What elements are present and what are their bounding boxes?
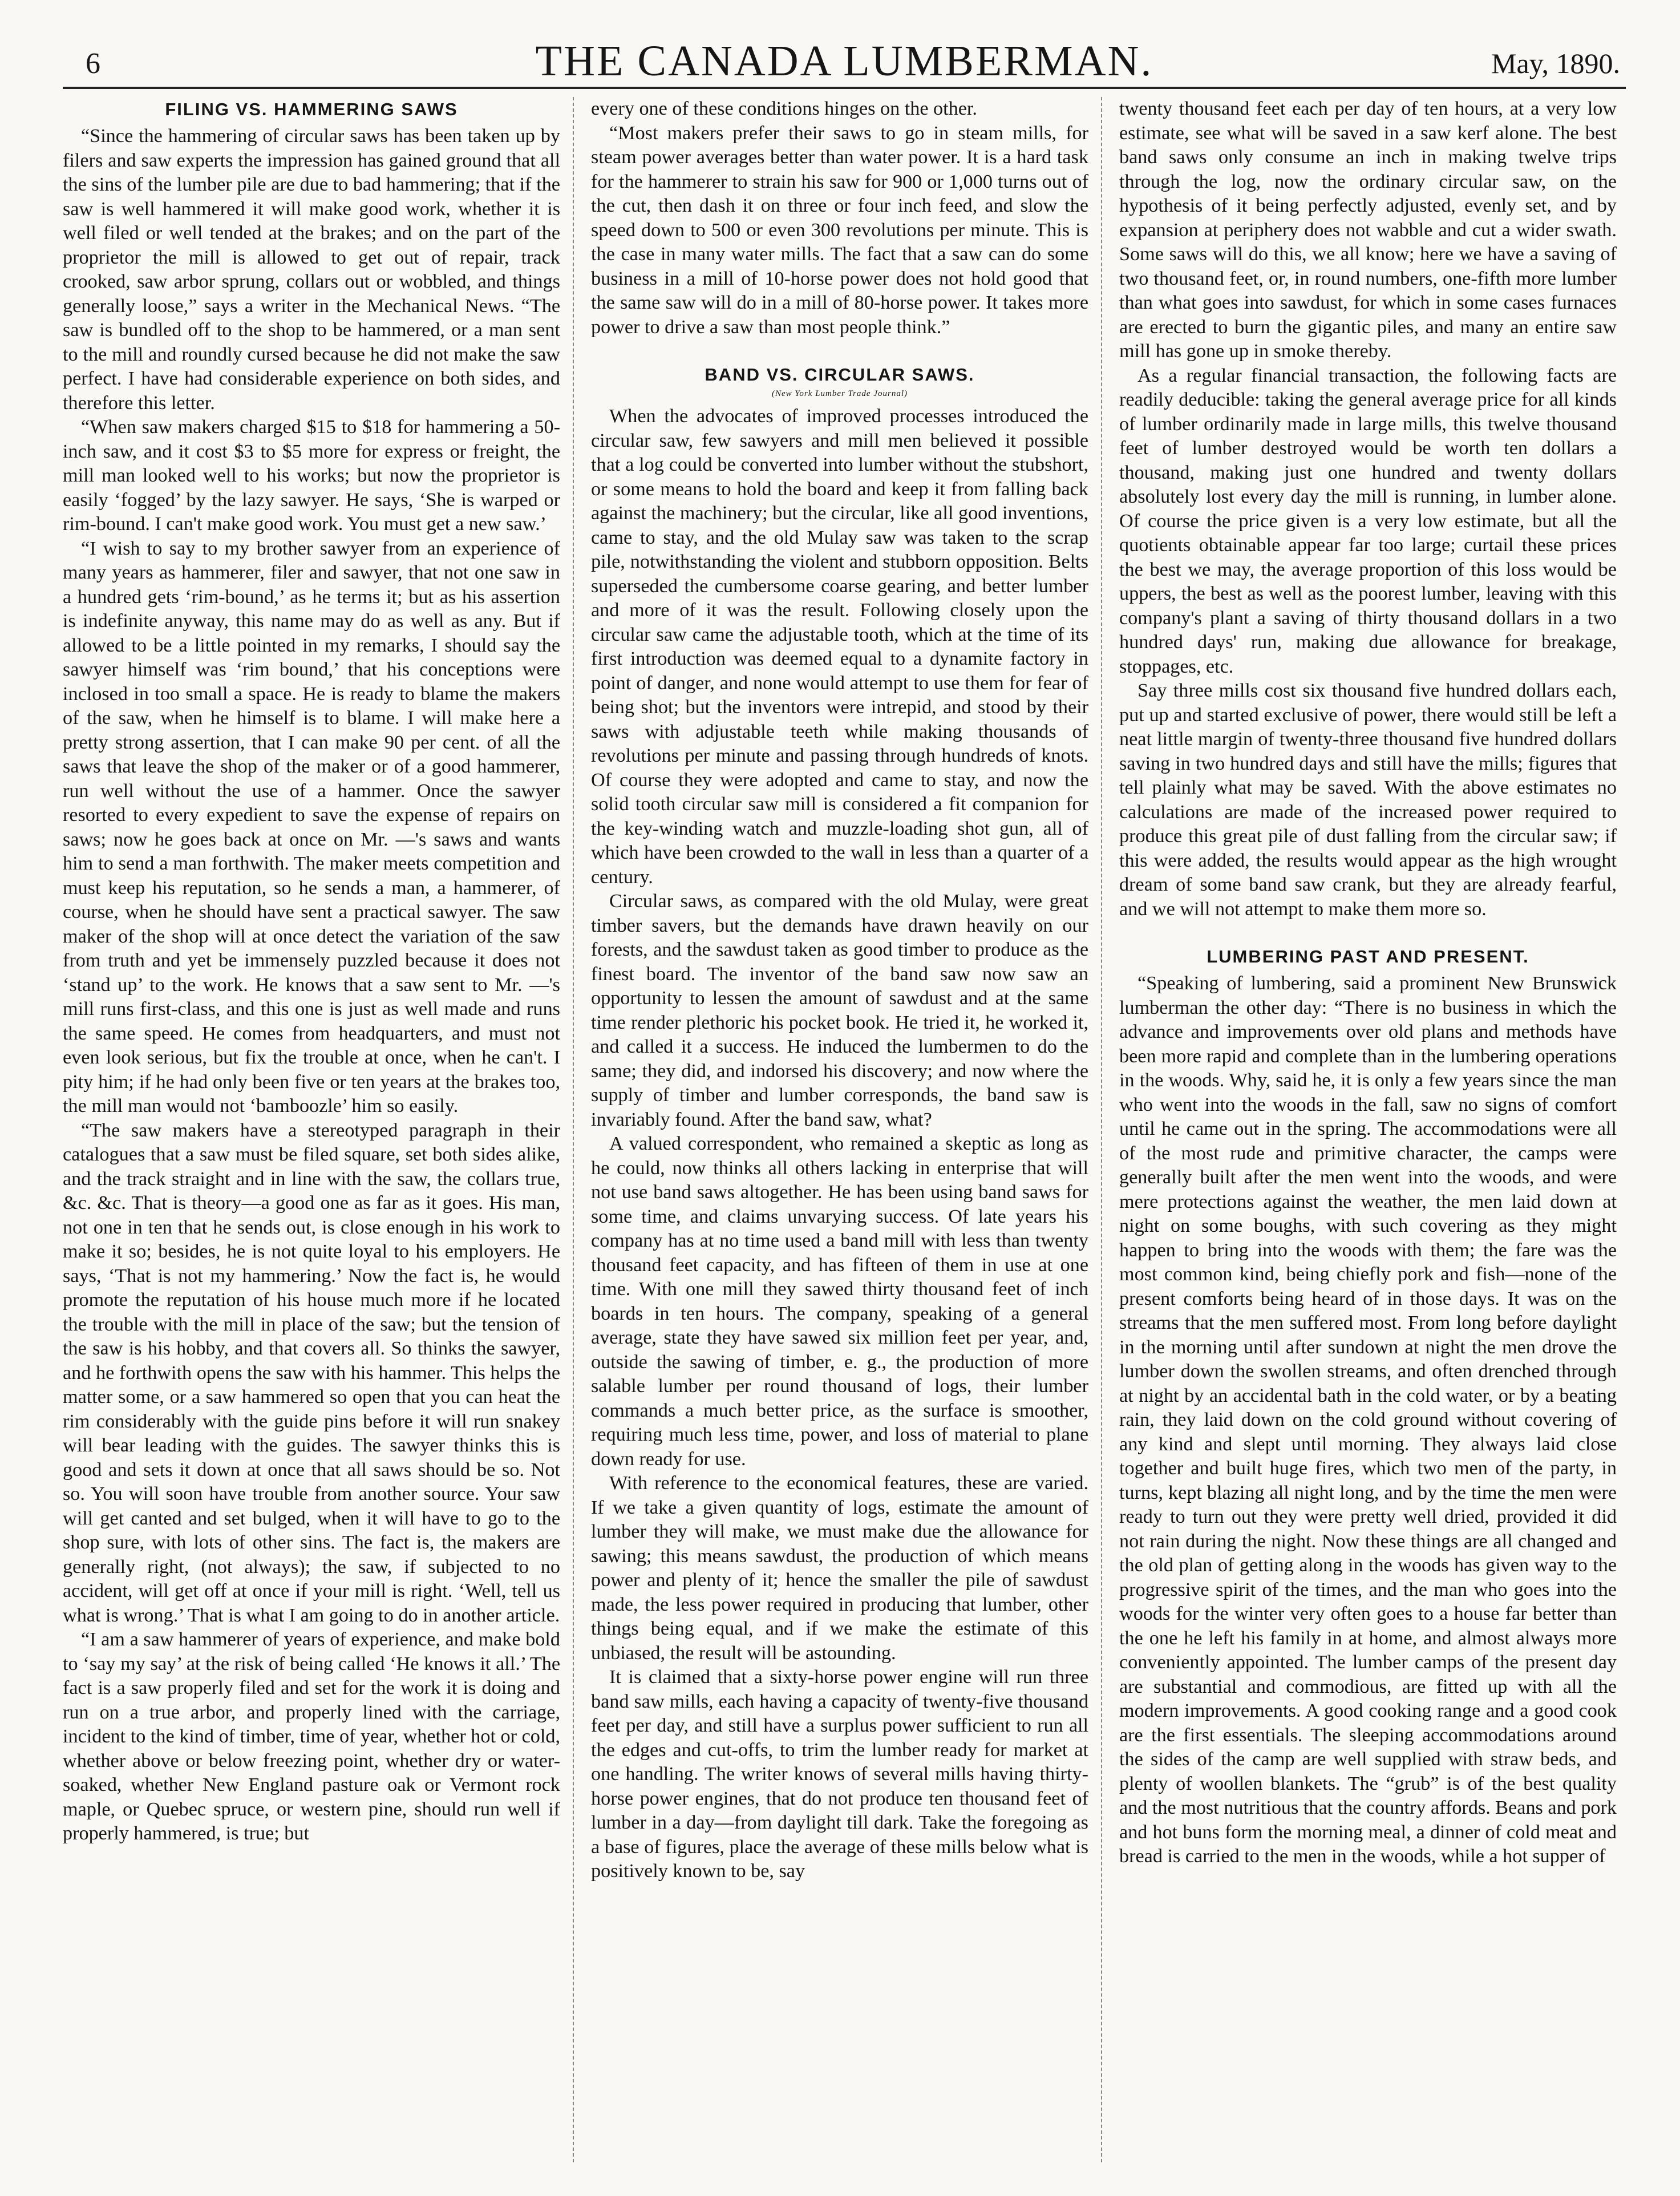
article-paragraph: “Speaking of lumbering, said a prominent New Brunswick lumberman the other day: “There is no business in which the advance and improvements over old plans and methods have been more rapid and complete than in the lumbering operations in the woods. Why, said he, it is only a few years since the man who went into the woods in the fall, saw no signs of comfort until he came out in the spring. The accommodations were all of the most rude and primitive character, the camps were generally built after the men went into the woods, and were mere protections against the weather, the men laid down at night on some boughs, with such covering as they might happen to bring into the woods with them; the fare was the most common kind, being chiefly pork and fish—none of the present comforts being heard of in those days. It was on the streams that the men suffered most. From long before daylight in the morning until after sundown at night the men drove the lumber down the swollen streams, and often drenched through at night by an accidental bath in the cold water, or by a beating rain, they laid down on the cold ground without covering of any kind and slept until morning. They always laid close together and built huge fires, which two men of the party, in turns, kept blazing all night long, and by the time the men were ready to turn out they were pretty well dried, provided it did not rain during the night. Now these things are all changed and the old plan of getting along in the woods has given way to the progressive spirit of the times, and the man who goes into the woods for the winter very often goes to a house far better than the one he left his family in at home, and almost always more conveniently appointed. The lumber camps of the present day are substantial and commodious, are fitted up with all the modern improvements. A good cooking range and a good cook are the first essentials. The sleeping accommodations around the sides of the camp are well supplied with straw beds, and plenty of woollen blankets. The “grub” is of the best quality and the most nutritious that the country affords. Beans and pork and hot buns form the morning meal, a dinner of cold meat and bread is carried to the men in the woods, while a hot supper of <box>1119 973 1617 1867</box>
article-paragraph: With reference to the economical features, these are varied. If we take a given quantity of logs, estimate the amount of lumber they will make, we must make due the allowance for sawing; this means sawdust, the production of which means power and plenty of it; hence the smaller the pile of sawdust made, the less power required in producing that lumber, other things being equal, and if we make the estimate of this unbiased, the result will be astounding. <box>591 1473 1088 1664</box>
article-source: (New York Lumber Trade Journal) <box>772 389 908 398</box>
article-paragraph: “Since the hammering of circular saws has been taken up by filers and saw experts the impression has gained ground that all the sins of the lumber pile are due to bad hammering; that if the saw is well hammered it will make good work, whether it is well filed or well tended at the brakes; and on the part of the proprietor the mill is allowed to get out of repair, track crooked, saw arbor sprung, collars out or wobbled, and things generally loose,” says a writer in the Mechanical News. “The saw is bundled off to the shop to be hammered, or a man sent to the mill and roundly cursed because he did not make the saw perfect. I have had considerable experience on both sides, and therefore this letter. <box>63 126 560 414</box>
page-number: 6 <box>86 47 100 80</box>
column-divider <box>1101 97 1102 2162</box>
issue-date: May, 1890. <box>1491 47 1620 79</box>
article-paragraph: “I wish to say to my brother sawyer from an experience of many years as hammerer, filer and sawyer, that not one saw in a hundred gets ‘rim-bound,’ as he terms it; but as his assertion is indefinite anyway, this name may do as well as any. But if allowed to be a little pointed in my remarks, I should say the sawyer himself was ‘rim bound,’ that his conceptions were inclosed in too small a space. He is ready to blame the makers of the saw, when he himself is to blame. I will make here a pretty strong assertion, that I can make 90 per cent. of all the saws that leave the shop of the maker or of a good hammerer, run well without the use of a hammer. Once the sawyer resorted to every expedient to save the expense of repairs on saws; now he goes back at once on Mr. —'s saws and wants him to send a man forthwith. The maker meets competition and must keep his reputation, so he sends a man, a hammerer, of course, when he should have sent a practical sawyer. The saw maker of the shop will at once detect the variation of the saw from truth and yet be immensely puzzled because it does not ‘stand up’ to the work. He knows that a saw sent to Mr. —'s mill runs first-class, and this one is just as well made and runs the same speed. He comes from headquarters, and must not even look serious, but fix the trouble at once, when he can't. I pity him; if he had only been five or ten years at the brakes too, the mill man would not ‘bamboozle’ him so easily. <box>63 537 560 1117</box>
article-paragraph: A valued correspondent, who remained a skeptic as long as he could, now thinks all others lacking in enterprise that will not use band saws altogether. He has been using band saws for some time, and claims unvarying success. Of late years his company has at no time used a band mill with less than twenty thousand feet capacity, and has fifteen of them in use at one time. With one mill they sawed thirty thousand feet of inch boards in ten hours. The company, speaking of a general average, state they have sawed six million feet per year, and, outside the sawing of timber, e. g., the production of more salable lumber per round thousand of logs, their lumber commands a much better price, as the surface is smoother, requiring much less time, power, and loss of material to plane down ready for use. <box>591 1133 1088 1470</box>
column-divider <box>573 97 574 2162</box>
column-2 <box>591 97 1088 2162</box>
masthead <box>63 34 1626 86</box>
article-paragraph: As a regular financial transaction, the following facts are readily deducible: taking the general average price for all kinds of lumber ordinarily made in large mills, this twelve thousand feet of lumber destroyed would be worth ten dollars a thousand, making just one hundred and twenty dollars absolutely lost every day the mill is running, in lumber alone. Of course the price given is a very low estimate, but all the quotients obtainable appear far too large; curtail these prices the best we may, the average proportion of this loss would be uppers, the best as well as the poorest lumber, leaving with this company's plant a saving of thirty thousand dollars in a two hundred days' run, making due allowance for breakage, stoppages, etc. <box>1119 365 1617 677</box>
article-paragraph: Say three mills cost six thousand five hundred dollars each, put up and started exclusive of power, there would still be left a neat little margin of twenty-three thousand five hundred dollars saving in two hundred days and still have the mills; figures that tell plainly what may be saved. With the above estimates no calculations are made of the increased power required to produce this great pile of dust falling from the circular saw; if this were added, the results would appear as the high wrought dream of some band saw crank, but they are already fearful, and we will not attempt to make them more so. <box>1119 680 1617 920</box>
article-paragraph: “Most makers prefer their saws to go in steam mills, for steam power averages better than water power. It is a hard task for the hammerer to strain his saw for 900 or 1,000 turns out of the cut, then dash it on three or four inch feed, and slow the speed down to 500 or even 300 revolutions per minute. This is the case in many water mills. The fact that a saw can do some business in a mill of 10-horse power does not hold good that the same saw will do in a mill of 80-horse power. It takes more power to drive a saw than most people think.” <box>591 122 1088 338</box>
article-heading: LUMBERING PAST AND PRESENT. <box>1207 947 1529 966</box>
article-paragraph: Circular saws, as compared with the old Mulay, were great timber savers, but the demands have drawn heavily on our forests, and the sawdust taken as good timber to produce as the finest board. The inventor of the band saw now saw an opportunity to lessen the amount of sawdust and at the same time render plethoric his pocket book. He tried it, he worked it, and called it a success. He induced the lumbermen to do the same; they did, and indorsed his discovery; and now where the supply of timber and lumber corresponds, the band saw is invariably found. After the band saw, what? <box>591 891 1088 1130</box>
publication-title: THE CANADA LUMBERMAN. <box>535 37 1153 85</box>
article-paragraph: “I am a saw hammerer of years of experience, and make bold to ‘say my say’ at the risk of being called ‘He knows it all.’ The fact is a saw properly filed and set for the work it is doing and run on a true arbor, and properly lined with the carriage, incident to the kind of timber, time of year, whether hot or cold, whether above or below freezing point, whether dry or water-soaked, whether New England pasture oak or Vermont rock maple, or Quebec spruce, or western pine, should run well if properly hammered, is true; but <box>63 1629 560 1844</box>
article-heading: BAND VS. CIRCULAR SAWS. <box>705 365 975 385</box>
header-rule <box>63 87 1626 89</box>
column-1 <box>63 97 560 2162</box>
column-3 <box>1119 97 1617 2162</box>
article-heading: FILING VS. HAMMERING SAWS <box>165 99 458 119</box>
article-paragraph: When the advocates of improved processes introduced the circular saw, few sawyers and mill men believed it possible that a log could be converted into lumber without the stubshort, or some means to hold the board and keep it from falling back against the machinery; but the circular, like all good inventions, came to stay, and the old Mulay saw was taken to the scrap pile, notwithstanding the violent and stubborn opposition. Belts superseded the cumbersome coarse gearing, and better lumber and more of it was the result. Following closely upon the circular saw came the adjustable tooth, which at the time of its first introduction was deemed equal to a dynamite factory in point of danger, and none would attempt to use them for fear of being shot; but the inventors were intrepid, and stood by their saws with adjustable teeth while making thousands of revolutions per minute and passing through hundreds of knots. Of course they were adopted and came to stay, and now the solid tooth circular saw mill is considered a fit companion for the key-winding watch and muzzle-loading shot gun, all of which have been crowded to the wall in less than a quarter of a century. <box>591 406 1088 888</box>
article-paragraph: It is claimed that a sixty-horse power engine will run three band saw mills, each having a capacity of twenty-five thousand feet per day, and still have a surplus power sufficient to run all the edges and cut-offs, to trim the lumber ready for market at one handling. The writer knows of several mills having thirty-horse power engines, that do not produce ten thousand feet of lumber in a day—from daylight till dark. Take the foregoing as a base of figures, place the average of these mills below what is positively known to be, say <box>591 1667 1088 1882</box>
article-paragraph: every one of these conditions hinges on the other. <box>591 98 977 119</box>
article-paragraph: “When saw makers charged $15 to $18 for hammering a 50-inch saw, and it cost $3 to $5 more for express or freight, the mill man looked well to his works; but now the proprietor is easily ‘fogged’ by the lazy sawyer. He says, ‘She is warped or rim-bound. I can't make good work. You must get a new saw.’ <box>63 416 560 535</box>
article-paragraph: twenty thousand feet each per day of ten hours, at a very low estimate, see what will be saved in a saw kerf alone. The best band saws only consume an inch in making twelve trips through the log, now the ordinary circular saw, on the hypothesis of it being perfectly adjusted, evenly set, and by expansion at periphery does not wabble and cut a wider swath. Some saws will do this, we all know; here we have a saving of two thousand feet, or, in round numbers, one-fifth more lumber than what goes into sawdust, for which in some cases furnaces are erected to burn the gigantic piles, and many an entire saw mill has gone up in smoke thereby. <box>1119 98 1617 362</box>
article-paragraph: “The saw makers have a stereotyped paragraph in their catalogues that a saw must be filed square, set both sides alike, and the track straight and in line with the saw, the collars true, &c. &c. That is theory—a good one as far as it goes. His man, not one in ten that he sends out, is close enough in his work to make it so; besides, he is not quite loyal to his employers. He says, ‘That is not my hammering.’ Now the fact is, he would promote the reputation of his house much more if he located the trouble with the mill in place of the saw; but the tension of the saw is his hobby, and that covers all. So thinks the sawyer, and he forthwith opens the saw with his hammer. This helps the matter some, or a saw hammered so open that you can heat the rim considerably with the guide pins before it will run snakey will bear leading with the guides. The sawyer thinks this is good and sets it down at once that all saws should be so. Not so. You will soon have trouble from another source. Your saw will get canted and set bulged, when it will have to go to the shop sure, with lots of other sins. The fact is, the makers are generally right, (not always); the saw, if subjected to no accident, will get off at once if your mill is right. ‘Well, tell us what is wrong.’ That is what I am going to do in another article. <box>63 1119 560 1626</box>
